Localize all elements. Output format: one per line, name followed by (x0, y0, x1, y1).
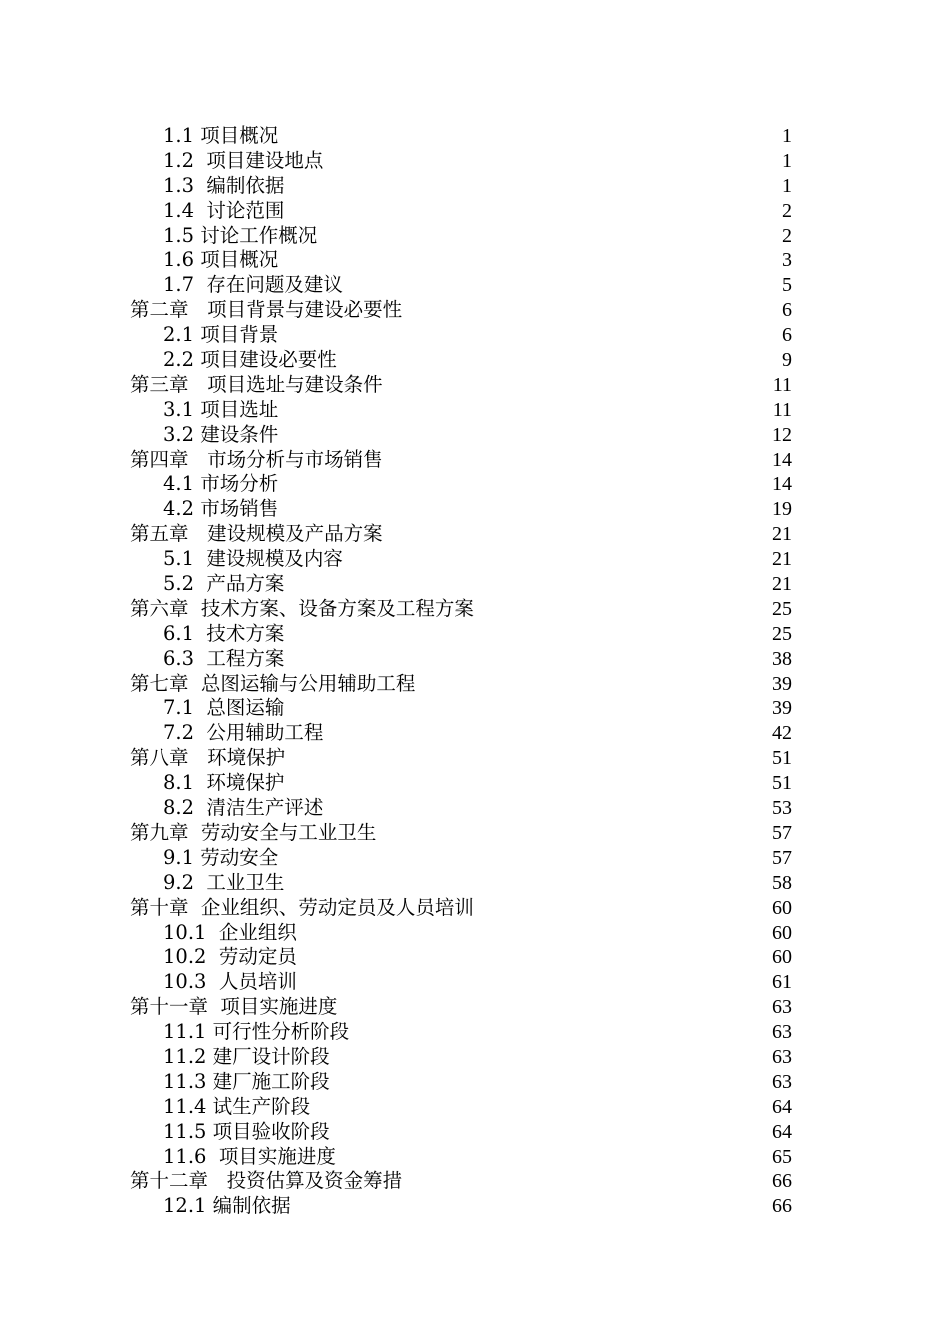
toc-section-entry[interactable] (130, 174, 792, 199)
toc-page-number: 39 (772, 697, 792, 720)
toc-page-number: 19 (772, 498, 792, 521)
toc-page-number: 2 (782, 199, 792, 222)
toc-page-number: 53 (772, 797, 792, 820)
toc-page-number: 11 (772, 373, 792, 396)
toc-entry-title: 2.1 项目背景 (163, 323, 279, 347)
toc-entry-title: 第六章 技术方案、设备方案及工程方案 (130, 596, 474, 620)
toc-page-number: 63 (772, 1021, 792, 1044)
toc-section-entry[interactable] (130, 771, 792, 796)
toc-entry-title: 11.6 项目实施进度 (163, 1144, 336, 1168)
toc-section-entry[interactable] (130, 248, 792, 273)
toc-section-entry[interactable] (130, 945, 792, 970)
toc-page-number: 63 (772, 996, 792, 1019)
toc-section-entry[interactable] (130, 1145, 792, 1170)
toc-page-number: 58 (772, 871, 792, 894)
toc-page-number: 12 (772, 423, 792, 446)
toc-entry-title: 第五章 建设规模及产品方案 (130, 522, 383, 546)
toc-section-entry[interactable] (130, 970, 792, 995)
toc-section-entry[interactable] (130, 398, 792, 423)
toc-page-number: 25 (772, 597, 792, 620)
toc-section-entry[interactable] (130, 224, 792, 249)
toc-entry-title: 1.5 讨论工作概况 (163, 223, 318, 247)
toc-page-number: 39 (772, 672, 792, 695)
table-of-contents (130, 124, 792, 1219)
toc-page-number: 5 (782, 274, 792, 297)
toc-section-entry[interactable] (130, 921, 792, 946)
toc-entry-title: 1.4 讨论范围 (163, 198, 285, 222)
toc-chapter-entry[interactable] (130, 672, 792, 697)
toc-section-entry[interactable] (130, 721, 792, 746)
toc-page-number: 65 (772, 1145, 792, 1168)
toc-entry-title: 7.1 总图运输 (163, 696, 285, 720)
toc-entry-title: 6.1 技术方案 (163, 621, 285, 645)
toc-section-entry[interactable] (130, 1045, 792, 1070)
toc-page-number: 51 (772, 747, 792, 770)
toc-entry-title: 1.3 编制依据 (163, 173, 285, 197)
toc-page-number: 63 (772, 1070, 792, 1093)
toc-entry-title: 5.1 建设规模及内容 (163, 547, 343, 571)
toc-page-number: 21 (772, 523, 792, 546)
toc-entry-title: 8.1 环境保护 (163, 771, 285, 795)
toc-page-number: 66 (772, 1170, 792, 1193)
toc-page-number: 11 (772, 398, 792, 421)
toc-page-number: 64 (772, 1120, 792, 1143)
toc-entry-title: 第十二章 投资估算及资金筹措 (130, 1169, 403, 1193)
toc-entry-title: 11.5 项目验收阶段 (163, 1119, 330, 1143)
toc-entry-title: 11.1 可行性分析阶段 (163, 1020, 350, 1044)
toc-chapter-entry[interactable] (130, 896, 792, 921)
toc-entry-title: 第四章 市场分析与市场销售 (130, 447, 383, 471)
toc-entry-title: 11.2 建厂设计阶段 (163, 1044, 330, 1068)
toc-page-number: 57 (772, 821, 792, 844)
toc-page-number: 1 (782, 125, 792, 147)
toc-chapter-entry[interactable] (130, 522, 792, 547)
toc-chapter-entry[interactable] (130, 298, 792, 323)
toc-entry-title: 9.1 劳动安全 (163, 845, 279, 869)
toc-entry-title: 9.2 工业卫生 (163, 870, 285, 894)
toc-chapter-entry[interactable] (130, 995, 792, 1020)
toc-section-entry[interactable] (130, 1070, 792, 1095)
toc-entry-title: 第十一章 项目实施进度 (130, 995, 338, 1019)
toc-page-number: 60 (772, 896, 792, 919)
toc-chapter-entry[interactable] (130, 448, 792, 473)
toc-entry-title: 第八章 环境保护 (130, 746, 286, 770)
toc-page-number: 63 (772, 1045, 792, 1068)
toc-section-entry[interactable] (130, 423, 792, 448)
toc-page-number: 14 (772, 448, 792, 471)
toc-entry-title: 第二章 项目背景与建设必要性 (130, 298, 403, 322)
toc-entry-title: 1.2 项目建设地点 (163, 148, 324, 172)
toc-entry-title: 1.6 项目概况 (163, 248, 279, 272)
toc-page-number: 21 (772, 573, 792, 596)
toc-page-number: 57 (772, 846, 792, 869)
toc-section-entry[interactable] (130, 323, 792, 348)
toc-section-entry[interactable] (130, 572, 792, 597)
toc-entry-title: 1.1 项目概况 (163, 124, 279, 147)
toc-entry-title: 第三章 项目选址与建设条件 (130, 372, 383, 396)
toc-page-number: 42 (772, 722, 792, 745)
toc-entry-title: 11.3 建厂施工阶段 (163, 1069, 330, 1093)
toc-section-entry[interactable] (130, 547, 792, 572)
toc-section-entry[interactable] (130, 149, 792, 174)
toc-section-entry[interactable] (130, 472, 792, 497)
toc-chapter-entry[interactable] (130, 373, 792, 398)
toc-chapter-entry[interactable] (130, 1169, 792, 1194)
toc-entry-title: 第七章 总图运输与公用辅助工程 (130, 671, 416, 695)
toc-entry-title: 10.2 劳动定员 (163, 945, 297, 969)
toc-page-number: 6 (782, 299, 792, 322)
toc-page-number: 6 (782, 324, 792, 347)
toc-entry-title: 4.1 市场分析 (163, 472, 279, 496)
toc-section-entry[interactable] (130, 846, 792, 871)
toc-chapter-entry[interactable] (130, 597, 792, 622)
toc-chapter-entry[interactable] (130, 746, 792, 771)
toc-page-number: 14 (772, 473, 792, 496)
toc-section-entry[interactable] (130, 348, 792, 373)
toc-section-entry[interactable] (130, 1020, 792, 1045)
toc-entry-title: 10.1 企业组织 (163, 920, 297, 944)
toc-chapter-entry[interactable] (130, 821, 792, 846)
toc-entry-title: 第十章 企业组织、劳动定员及人员培训 (130, 895, 474, 919)
toc-page-number: 2 (782, 224, 792, 247)
toc-section-entry[interactable] (130, 647, 792, 672)
toc-page-number: 64 (772, 1095, 792, 1118)
toc-entry-title: 5.2 产品方案 (163, 572, 285, 596)
toc-page-number: 61 (772, 971, 792, 994)
toc-page-number: 66 (772, 1195, 792, 1218)
toc-section-entry[interactable] (130, 273, 792, 298)
toc-section-entry[interactable] (130, 199, 792, 224)
toc-page-number: 9 (782, 349, 792, 372)
toc-entry-title: 2.2 项目建设必要性 (163, 348, 337, 372)
toc-entry-title: 1.7 存在问题及建议 (163, 273, 343, 297)
toc-section-entry[interactable] (130, 1095, 792, 1120)
toc-entry-title: 12.1 编制依据 (163, 1194, 291, 1218)
toc-entry-title: 3.1 项目选址 (163, 397, 279, 421)
toc-page-number: 1 (782, 174, 792, 197)
toc-entry-title: 4.2 市场销售 (163, 497, 279, 521)
toc-page-number: 38 (772, 647, 792, 670)
toc-section-entry[interactable] (130, 871, 792, 896)
toc-entry-title: 11.4 试生产阶段 (163, 1094, 311, 1118)
toc-entry-title: 10.3 人员培训 (163, 970, 297, 994)
toc-page-number: 3 (782, 249, 792, 272)
toc-section-entry[interactable] (130, 124, 792, 149)
toc-page-number: 60 (772, 946, 792, 969)
toc-entry-title: 第九章 劳动安全与工业卫生 (130, 820, 377, 844)
toc-page-number: 51 (772, 772, 792, 795)
toc-section-entry[interactable] (130, 1194, 792, 1219)
toc-page-number: 21 (772, 548, 792, 571)
toc-entry-title: 7.2 公用辅助工程 (163, 721, 324, 745)
toc-section-entry[interactable] (130, 796, 792, 821)
toc-page-number: 1 (782, 149, 792, 172)
toc-section-entry[interactable] (130, 696, 792, 721)
toc-entry-title: 6.3 工程方案 (163, 646, 285, 670)
toc-section-entry[interactable] (130, 497, 792, 522)
toc-entry-title: 8.2 清洁生产评述 (163, 796, 324, 820)
toc-entry-title: 3.2 建设条件 (163, 422, 279, 446)
toc-section-entry[interactable] (130, 622, 792, 647)
toc-section-entry[interactable] (130, 1120, 792, 1145)
toc-page-number: 25 (772, 622, 792, 645)
toc-page-number: 60 (772, 921, 792, 944)
